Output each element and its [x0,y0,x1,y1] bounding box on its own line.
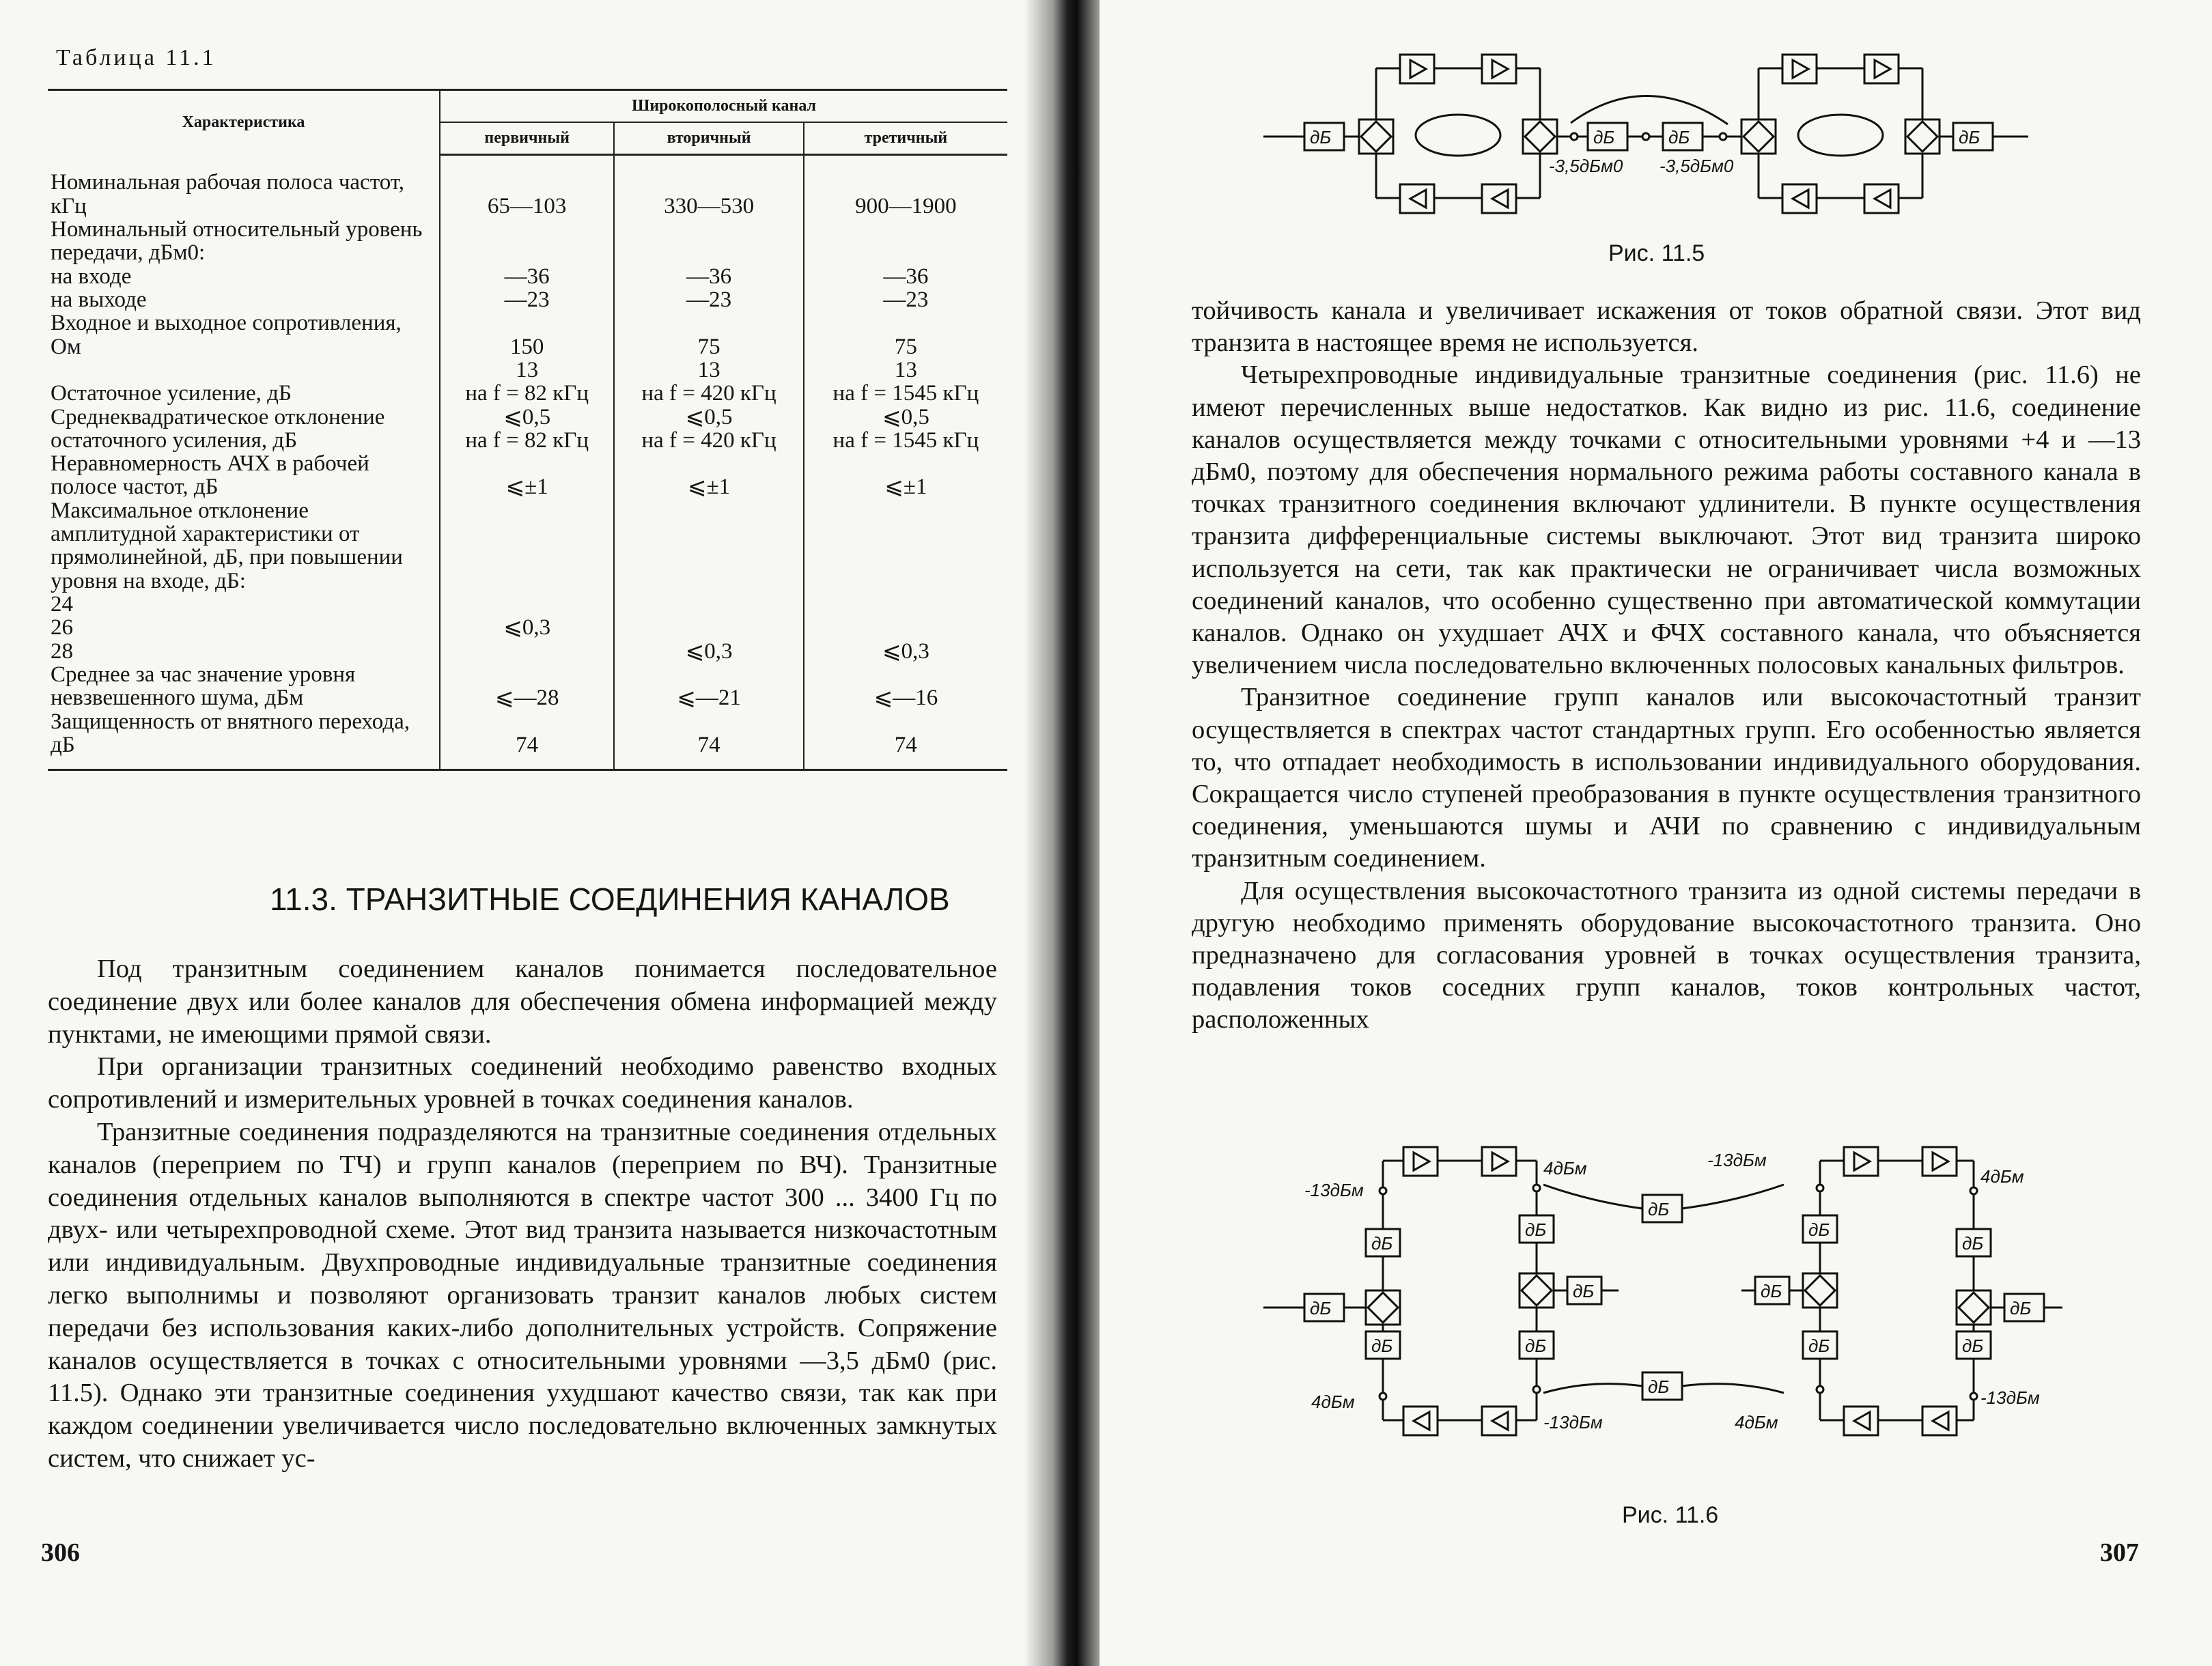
table-row [48,358,1007,406]
table-row [48,311,1007,358]
fig1-box-label: дБ [1668,127,1690,147]
row-value: —36 —23 [883,264,929,312]
row-value: 330—530 [614,154,803,218]
header-column: первичный [440,122,614,154]
row-label: Среднее за час значение уровня невзвешенного шума, дБм [48,663,440,710]
row-value: ⩽±1 [440,452,614,499]
fig2-level-label: -13дБм [1304,1180,1364,1200]
fig2-box-label: дБ [1371,1336,1393,1356]
row-value: ⩽0,5 на f = 1545 кГц [832,404,979,453]
left-page [0,0,1052,1666]
fig2-box-label: дБ [1648,1376,1670,1397]
fig2-box-label: дБ [1808,1336,1830,1356]
paragraph: Транзитное соединение групп каналов или высокочастотный транзит осуществляется в спектрах частот стандартных групп. Его особенностью является то, что отпадает необходимость в использовании индивидуального оборудования. Сокращается число ступеней преобразования в пункте осуществления транзитного соединения, уменьшаются шумы и АЧИ по сравнению с индивидуальным транзитным соединением. [1192,683,2141,873]
spec-table [48,89,1007,771]
table-row [48,218,1007,311]
figure-11-5-diagram [1263,41,2069,246]
row-value: ⩽0,5 на f = 420 кГц [614,406,803,453]
row-value: 74 [614,710,803,770]
row-value: 13 на f = 420 кГц [614,358,803,406]
row-value: 75 [894,334,917,359]
fig2-box-label: дБ [1525,1336,1547,1356]
fig1-box-label: дБ [1593,127,1615,147]
fig1-level-right: -3,5дБм0 [1660,156,1734,176]
row-label: Остаточное усиление, дБ [48,358,440,406]
row-value: ⩽—28 [440,663,614,710]
row-value: ⩽—21 [614,663,803,710]
fig2-box-label: дБ [1371,1233,1393,1254]
fig2-box-label: дБ [1525,1219,1547,1240]
fig2-level-label: 4дБм [1980,1166,2024,1187]
paragraph: Четырехпроводные индивидуальные транзитные соединения (рис. 11.6) не имеют перечисленных выше недостатков. Как видно из рис. 11.6, соединение каналов осуществляется между точками с относительными уровнями +4 и —13 дБм0, поэтому для обеспечения нормального режима работы составного канала в точках транзитного соединения включают удлинители. В пункте осуществления транзита дифференциальные системы выключают. Этот вид транзита широко используется на сети, так как практически не ограничивает числа возможных соединений каналов, что особенно существенно при автоматической коммутации каналов. Однако он ухудшает АЧХ и ФЧХ составного канала, что объясняется увеличением числа последовательно включенных полосовых канальных фильтров. [1192,361,2141,680]
fig1-level-left: -3,5дБм0 [1549,156,1623,176]
row-label: Защищенность от внятного перехода, дБ [48,710,440,770]
fig2-box-label: дБ [2010,1298,2032,1318]
page-number-left: 306 [41,1538,80,1567]
row-value: 75 [614,311,803,358]
fig2-box-label: дБ [1962,1336,1984,1356]
row-value: —36 —23 [614,218,803,311]
left-body-text [48,953,997,1476]
paragraph: Под транзитным соединением каналов понимается последовательное соединение двух или более каналов для обеспечения обмена информацией между пунктами, не имеющими прямой связи. [48,955,997,1049]
fig2-level-label: -13дБм [1543,1412,1603,1432]
fig2-box-label: дБ [1808,1219,1830,1240]
paragraph: тойчивость канала и увеличивает искажения от токов обратной связи. Этот вид транзита в настоящее время не используется. [1192,296,2141,358]
fig1-box-label: дБ [1959,127,1980,147]
row-value: 74 [804,710,1007,770]
figure-11-6-diagram [1263,1120,2069,1475]
table-row [48,452,1007,499]
row-value: 150 [440,311,614,358]
header-column: третичный [804,122,1007,154]
row-label: Номинальная рабочая полоса частот, кГц [48,154,440,218]
row-label: Максимальное отклонение амплитудной характеристики от прямолинейной, дБ, при повышении уровня на входе, дБ: 24 26 28 [48,499,440,663]
row-value: —36 —23 [440,218,614,311]
table-row [48,663,1007,710]
row-value: ⩽±1 [614,452,803,499]
row-label: Номинальный относительный уровень передачи, дБм0: на входе на выходе [48,218,440,311]
fig2-box-label: дБ [1962,1233,1984,1254]
fig2-box-label: дБ [1573,1281,1595,1301]
header-group: Широкополосный канал [440,90,1007,122]
fig2-level-label: 4дБм [1543,1158,1587,1178]
fig1-box-label: дБ [1310,127,1332,147]
header-characteristic: Характеристика [48,90,440,155]
fig2-level-label: 4дБм [1311,1392,1355,1412]
paragraph: Транзитные соединения подразделяются на транзитные соединения отдельных каналов (переприем по ТЧ) и групп каналов (переприем по ВЧ). Транзитные соединения отдельных каналов выполняются в спектре частот 300 ... 3400 Гц по двух- или четырехпроводной схеме. Этот вид транзита называется низкочастотным или индивидуальным. Двухпроводные индивидуальные транзитные соединения легко выполнимы и позволяют организовать транзит каналов любых систем передачи без использования каких-либо дополнительных устройств. Сопряжение каналов осуществляется в точках с относительными уровнями —3,5 дБм0 (рис. 11.5). Однако эти транзитные соединения ухудшают качество связи, так как при каждом соединении увеличивается число последовательно включенных замкнутых систем, что снижает ус- [48,1117,997,1473]
right-body-text [1192,295,2141,1036]
fig2-level-label: 4дБм [1735,1412,1778,1432]
row-value: ⩽0,3 [882,638,929,664]
page-number-right: 307 [2100,1538,2139,1567]
row-value: 65—103 [440,154,614,218]
figure-11-5-caption: Рис. 11.5 [1608,240,1705,266]
row-value: 13 на f = 1545 кГц [832,357,979,406]
row-value: ⩽±1 [884,475,927,500]
fig2-box-label: дБ [1310,1298,1332,1318]
fig2-level-label: -13дБм [1980,1387,2040,1408]
fig2-box-label: дБ [1648,1199,1670,1219]
row-value: ⩽0,3 [614,499,803,663]
header-column: вторичный [614,122,803,154]
row-value: 900—1900 [855,193,957,218]
spec-table-wrapper [48,89,1007,771]
row-label: Входное и выходное сопротивления, Ом [48,311,440,358]
fig2-box-label: дБ [1761,1281,1782,1301]
row-value: 13 на f = 82 кГц [440,358,614,406]
table-row [48,154,1007,218]
row-label: Среднеквадратическое отклонение остаточного усиления, дБ [48,406,440,453]
table-row [48,406,1007,453]
table-title: Таблица 11.1 [56,45,216,70]
paragraph: При организации транзитных соединений необходимо равенство входных сопротивлений и измерительных уровней в точках соединения каналов. [48,1052,997,1114]
row-value: 74 [440,710,614,770]
paragraph: Для осуществления высокочастотного транзита из одной системы передачи в другую необходимо применять оборудование высокочастотного транзита. Оно предназначено для согласования уровней в точках осуществления транзита, подавления токов соседних групп каналов, токов контрольных частот, расположенных [1192,876,2141,1034]
row-value: ⩽0,5 на f = 82 кГц [440,406,614,453]
row-label: Неравномерность АЧХ в рабочей полосе частот, дБ [48,452,440,499]
fig2-level-label: -13дБм [1707,1150,1767,1170]
table-row [48,710,1007,770]
section-title: 11.3. ТРАНЗИТНЫЕ СОЕДИНЕНИЯ КАНАЛОВ [270,881,950,917]
figure-11-6-caption: Рис. 11.6 [1622,1502,1719,1528]
row-value: ⩽—16 [873,686,938,711]
row-value: ⩽0,3 [440,499,614,663]
table-row [48,499,1007,663]
